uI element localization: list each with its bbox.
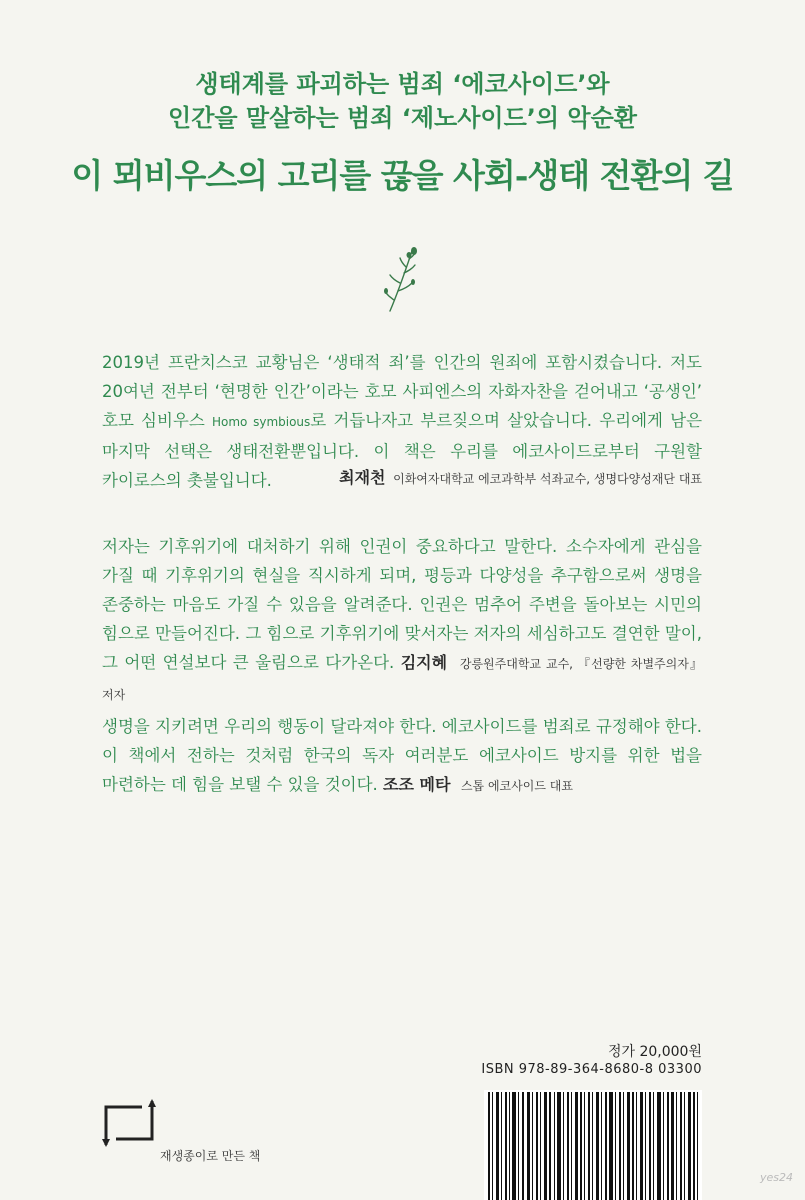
barcode: [484, 1090, 702, 1200]
watermark: yes24: [759, 1171, 793, 1184]
sprig-icon: [378, 245, 428, 315]
endorsement-1-name: 최재천: [339, 468, 386, 487]
endorsement-1-role: 이화여자대학교 에코과학부 석좌교수, 생명다양성재단 대표: [393, 472, 702, 486]
endorsement-3-name: 조조 메타: [383, 775, 451, 794]
endorsement-3-role: 스톱 에코사이드 대표: [460, 779, 573, 793]
endorsement-2-role: 강릉원주대학교 교수, 『선량한 차별주의자』 저자: [102, 657, 702, 702]
endorsement-1-text-b: 로 거듭나자고 부르짖으며 살았습니다. 우리에게 남은 마지막 선택은 생태전환뿐입니다. 이 책은 우리를 에코사이드로부터 구원할 카이로스의 촛불입니다.: [102, 411, 703, 490]
isbn-label: ISBN 978-89-364-8680-8 03300: [481, 1062, 702, 1077]
price-label: 정가 20,000원: [607, 1044, 702, 1060]
header-line-2: 인간을 말살하는 범죄 ‘제노사이드’의 악순환: [168, 104, 637, 132]
headline: 이 뫼비우스의 고리를 끊을 사회-생태 전환의 길: [71, 156, 734, 195]
endorsement-1-attribution: [339, 465, 702, 488]
recycle-arrows-icon: [102, 1095, 156, 1151]
endorsement-3-text: 생명을 지키려면 우리의 행동이 달라져야 한다. 에코사이드를 범죄로 규정해야 한다. 이 책에서 전하는 것처럼 한국의 독자 여러분도 에코사이드 방지를 위한 법을 마련하는 데 힘을 보탤 수 있을 것이다.: [102, 717, 702, 794]
header-line-1: 생태계를 파괴하는 범죄 ‘에코사이드’와: [195, 70, 610, 98]
recycle-label: 재생종이로 만든 책: [160, 1149, 261, 1163]
endorsement-1-latin: Homo symbious: [211, 415, 311, 429]
endorsement-2: [102, 532, 702, 710]
endorsement-1-text-a: 2019년 프란치스코 교황님은 ‘생태적 죄’를 인간의 원죄에 포함시켰습니다. 저도 20여년 전부터 ‘현명한 인간’이라는 호모 사피엔스의 자화자찬을 걷어내고 ‘공생인’ 호모 심비우스: [102, 353, 702, 430]
endorsement-3: [102, 712, 702, 801]
endorsement-2-text: 저자는 기후위기에 대처하기 위해 인권이 중요하다고 말한다. 소수자에게 관심을 가질 때 기후위기의 현실을 직시하게 되며, 평등과 다양성을 추구함으로써 생명을 존중하는 마음도 가질 수 있음을 알려준다. 인권은 멈추어 주변을 돌아보는 시민의 힘으로 만들어진다. 그 힘으로 기후위기에 맞서자는 저자의 세심하고도 결연한 말이, 그 어떤 연설보다 큰 울림으로 다가온다.: [102, 537, 702, 672]
endorsement-2-name: 김지혜: [400, 653, 448, 672]
